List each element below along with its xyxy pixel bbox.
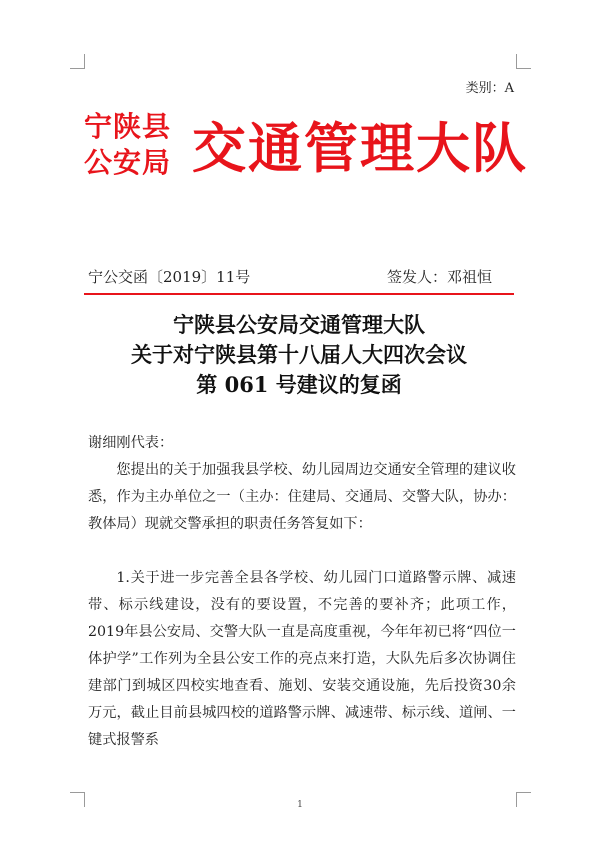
title-line-2: 关于对宁陕县第十八届人大四次会议 — [131, 342, 467, 367]
paragraph-1: 您提出的关于加强我县学校、幼儿园周边交通安全管理的建议收悉，作为主办单位之一（主办：住建局、交通局、交警大队，协办：教体局）现就交警承担的职责任务答复如下： — [88, 462, 516, 532]
page-number: 1 — [297, 800, 303, 810]
letterhead-org-line2: 公安局 — [84, 146, 172, 179]
title-line-1: 宁陕县公安局交通管理大队 — [173, 312, 425, 337]
title-line-3: 第 061 号建议的复函 — [196, 372, 402, 397]
greeting: 谢细刚代表： — [88, 435, 174, 451]
letterhead-org-line1: 宁陕县 — [84, 110, 172, 143]
crop-mark-top-left — [70, 54, 85, 69]
letterhead-org-big: 交通管理大队 — [192, 117, 528, 180]
red-divider-line — [84, 293, 514, 295]
signer: 签发人：邓祖恒 — [386, 268, 492, 286]
document-number: 宁公交函〔2019〕11号 — [88, 268, 251, 286]
document-category: 类别：A — [465, 81, 514, 96]
paragraph-2: 1.关于进一步完善全县各学校、幼儿园门口道路警示牌、减速带、标示线建设，没有的要设置，不完善的要补齐；此项工作，2019年县公安局、交警大队一直是高度重视，今年年初已将“四位一体护学”工作列为全县公安工作的亮点来打造，大队先后多次协调住建部门到城区四校实地查看、施划、安装交通设施，先后投资30余万元，截止目前县城四校的道路警示牌、减速带、标示线、道闸、一键式报警系 — [88, 570, 516, 748]
crop-mark-top-right — [516, 54, 531, 69]
